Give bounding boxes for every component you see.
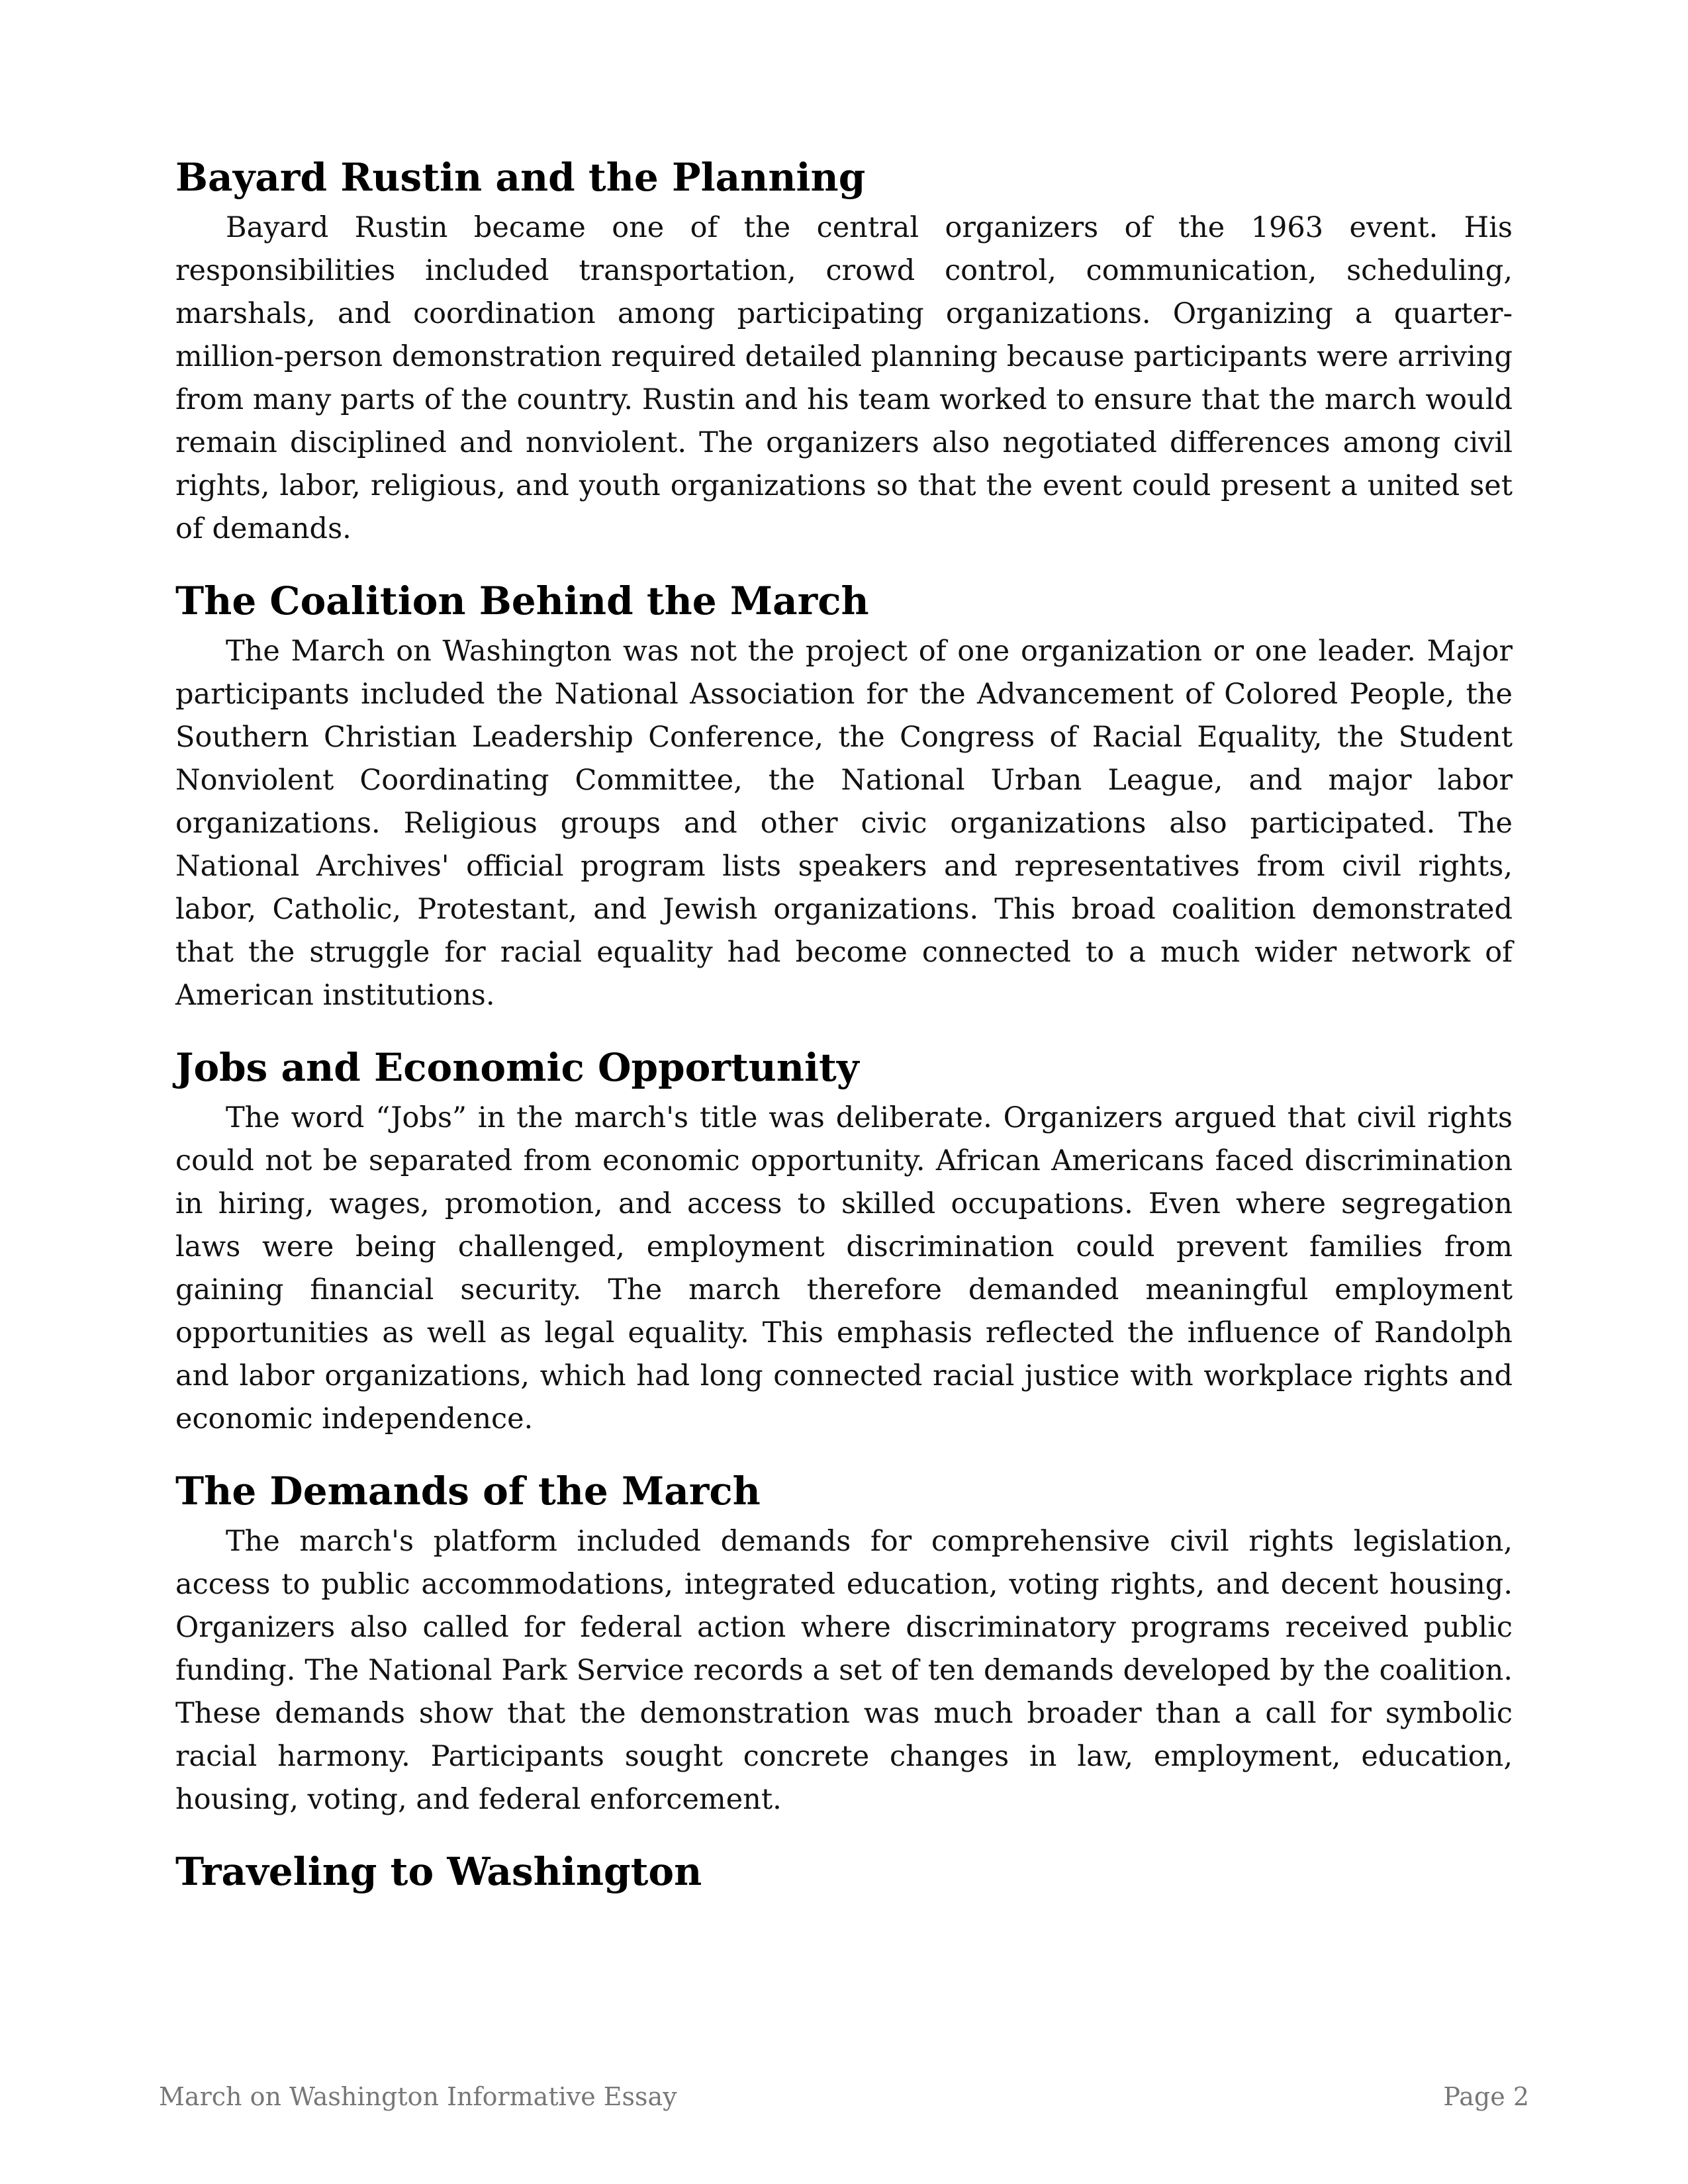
- section-paragraph: The March on Washington was not the project of one organization or one leader. Major participants included the National Association for the Advancement of Colored People, the Southern Christian Leadership Conference, the Congress of Racial Equality, the Student Nonviolent Coordinating Committee, the National Urban League, and major labor organizations. Religious groups and other civic organizations also participated. The National Archives' official program lists speakers and representatives from civil rights, labor, Catholic, Protestant, and Jewish organizations. This broad coalition demonstrated that the struggle for racial equality had become connected to a much wider network of American institutions.: [175, 635, 1513, 1012]
- section-heading: Jobs and Economic Opportunity: [175, 1045, 859, 1090]
- page-number: Page 2: [1443, 2082, 1529, 2111]
- footer-title: March on Washington Informative Essay: [159, 2082, 677, 2111]
- section-paragraph: Bayard Rustin became one of the central organizers of the 1963 event. His responsibilities included transportation, crowd control, communication, scheduling, marshals, and coordination among participating organizations. Organizing a quarter-million-person demonstration required detailed planning because participants were arriving from many parts of the country. Rustin and his team worked to ensure that the march would remain disciplined and nonviolent. The organizers also negotiated differences among civil rights, labor, religious, and youth organizations so that the event could present a united set of demands.: [175, 211, 1513, 545]
- section-heading: The Coalition Behind the March: [175, 578, 869, 623]
- page-footer: [159, 2082, 1529, 2111]
- section-heading: The Demands of the March: [175, 1469, 761, 1514]
- section-heading: Traveling to Washington: [175, 1849, 702, 1894]
- section-paragraph: The march's platform included demands for comprehensive civil rights legislation, access to public accommodations, integrated education, voting rights, and decent housing. Organizers also called for federal action where discriminatory programs received public funding. The National Park Service records a set of ten demands developed by the coalition. These demands show that the demonstration was much broader than a call for symbolic racial harmony. Participants sought concrete changes in law, employment, education, housing, voting, and federal enforcement.: [175, 1525, 1513, 1816]
- section-paragraph: The word “Jobs” in the march's title was deliberate. Organizers argued that civil rights could not be separated from economic opportunity. African Americans faced discrimination in hiring, wages, promotion, and access to skilled occupations. Even where segregation laws were being challenged, employment discrimination could prevent families from gaining financial security. The march therefore demanded meaningful employment opportunities as well as legal equality. This emphasis reflected the influence of Randolph and labor organizations, which had long connected racial justice with workplace rights and economic independence.: [175, 1101, 1513, 1435]
- section-heading: Bayard Rustin and the Planning: [175, 155, 866, 200]
- document-body: [175, 151, 1513, 1901]
